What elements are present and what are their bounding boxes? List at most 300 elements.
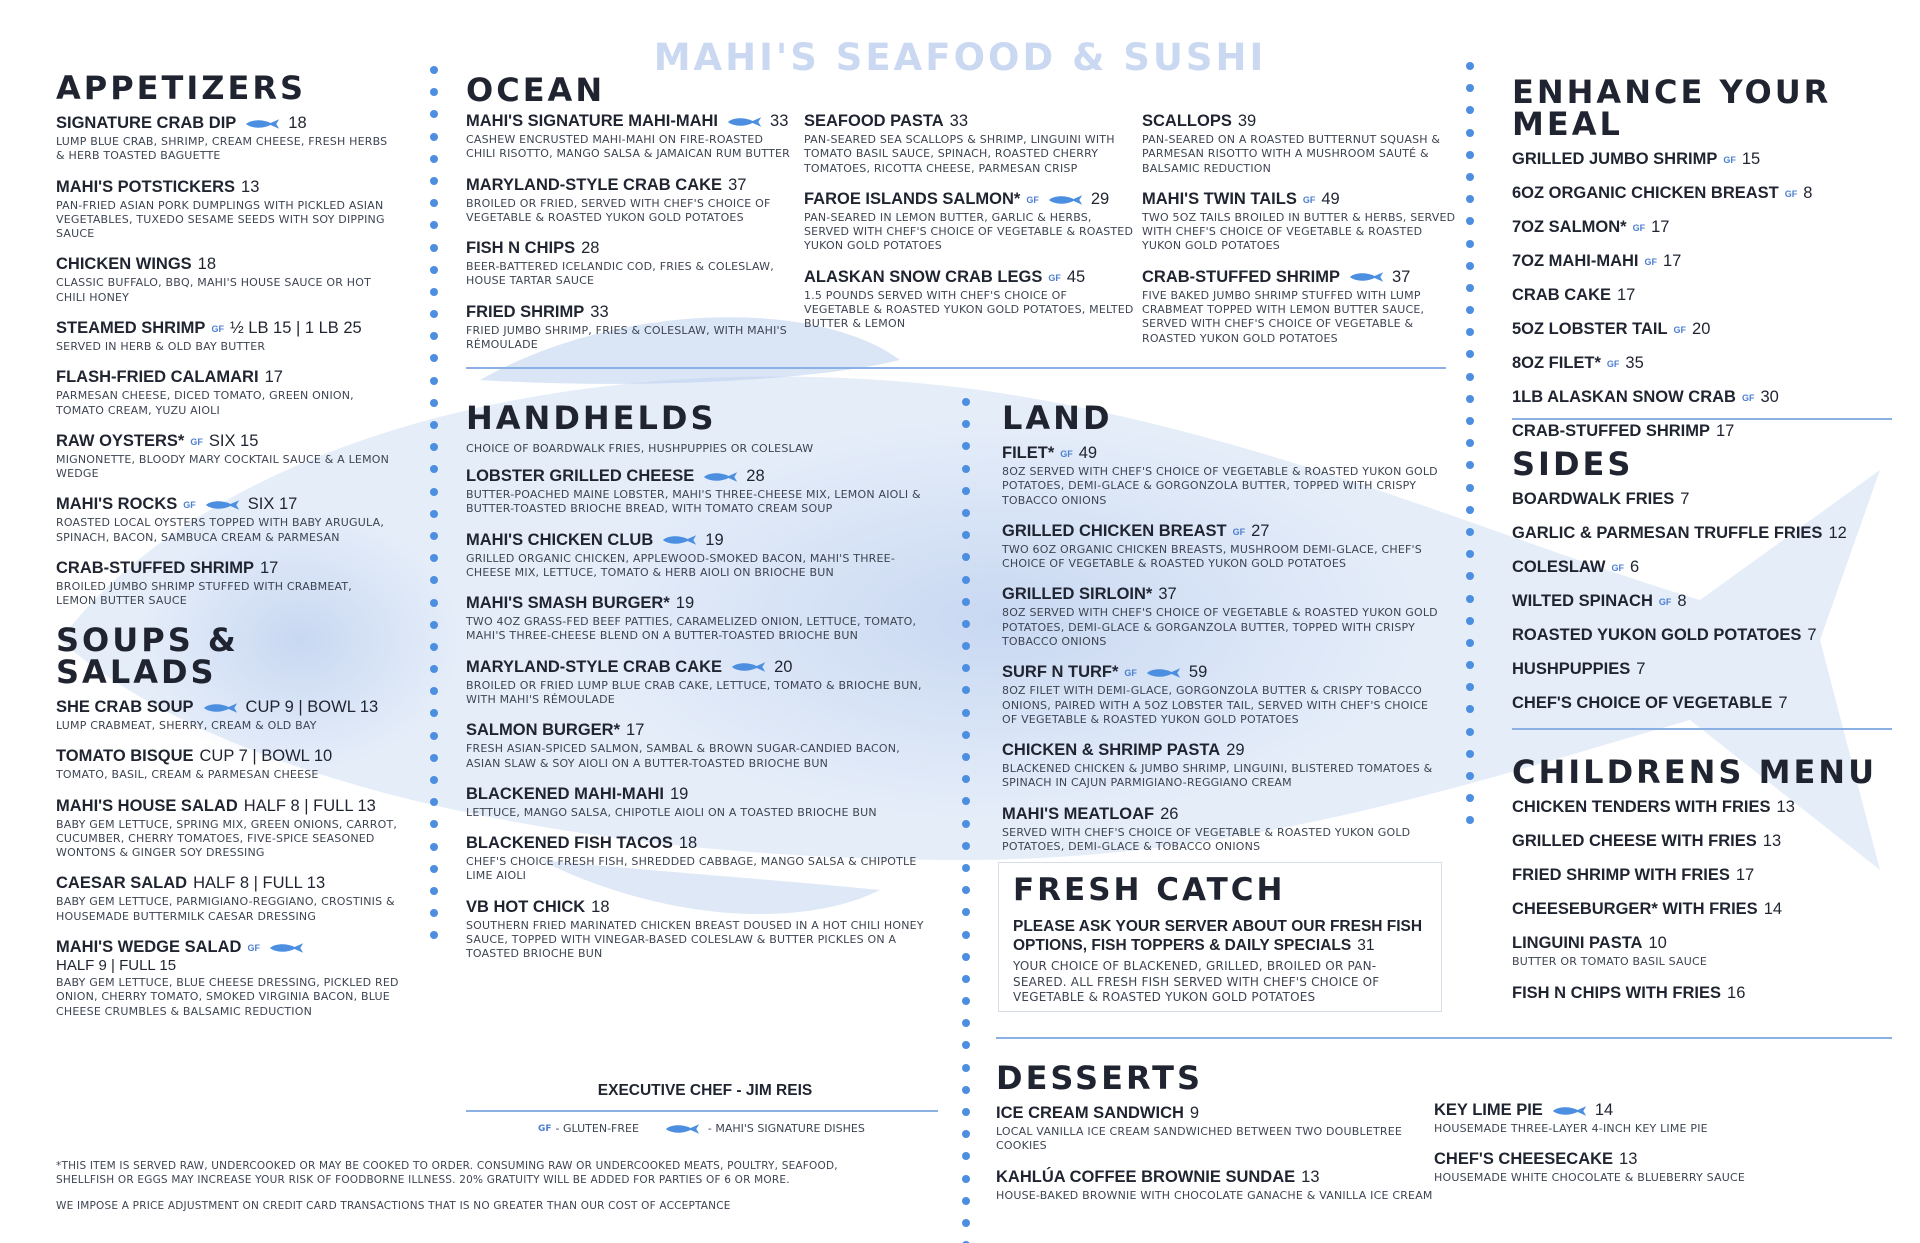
divider-dot xyxy=(430,532,438,540)
menu-item-name: 5OZ LOBSTER TAIL xyxy=(1512,319,1668,338)
gluten-free-badge: GF xyxy=(1723,155,1736,165)
menu-item-title xyxy=(56,938,401,957)
divider-dot xyxy=(1466,750,1474,758)
menu-item-name: MAHI'S ROCKS xyxy=(56,495,178,514)
menu-item xyxy=(1512,832,1892,851)
menu-item xyxy=(1512,388,1892,407)
gluten-free-badge: GF xyxy=(1060,449,1073,459)
fish-icon xyxy=(202,702,240,714)
menu-item xyxy=(1512,218,1892,237)
divider-dot xyxy=(430,377,438,385)
menu-item-description: GRILLED ORGANIC CHICKEN, APPLEWOOD-SMOKED BACON, MAHI'S THREE-CHEESE MIX, LETTUCE, TOMATO & HERB AIOLI ON BRIOCHE BUN xyxy=(466,551,895,579)
menu-item xyxy=(56,255,396,305)
menu-item-price: 17 xyxy=(1651,217,1670,236)
menu-item xyxy=(804,112,1134,176)
menu-item-name: SIGNATURE CRAB DIP xyxy=(56,114,237,132)
divider-dot xyxy=(1466,217,1474,225)
fish-icon xyxy=(1047,194,1085,206)
menu-item xyxy=(466,785,926,820)
divider-dot xyxy=(430,665,438,673)
menu-item xyxy=(1512,694,1892,713)
gluten-free-badge: GF xyxy=(1606,358,1620,369)
menu-item-name: STEAMED SHRIMP xyxy=(56,318,206,337)
menu-item-title xyxy=(466,303,796,322)
divider-dot xyxy=(430,221,438,229)
menu-item-description: LETTUCE, MANGO SALSA, CHIPOTLE AIOLI ON A TOASTED BRIOCHE BUN xyxy=(466,805,877,819)
menu-item-name: ROASTED YUKON GOLD POTATOES xyxy=(1512,625,1802,644)
menu-item-name: SALMON BURGER* xyxy=(466,721,621,740)
menu-item-description: TWO 4OZ GRASS-FED BEEF PATTIES, CARAMELIZED ONION, LETTUCE, TOMATO, MAHI'S THREE-CHEESE BLEND ON A BUTTER-TOASTED BRIOCHE BUN xyxy=(466,615,917,643)
menu-item-title xyxy=(56,319,396,338)
divider-dot xyxy=(1466,350,1474,358)
menu-item-description: BABY GEM LETTUCE, PARMIGIANO-REGGIANO, CROSTINIS & HOUSEMADE BUTTERMILK CAESAR DRESSING xyxy=(56,895,395,923)
menu-item-title xyxy=(1002,805,1442,824)
menu-item-name: SCALLOPS xyxy=(1142,112,1232,130)
divider-dot xyxy=(430,199,438,207)
ocean-column-2 xyxy=(804,112,1134,346)
divider-dot xyxy=(1466,461,1474,469)
fresh-catch-box xyxy=(998,862,1442,1012)
divider-dot xyxy=(962,531,970,539)
menu-item-price: CUP 7 | BOWL 10 xyxy=(199,747,333,766)
divider-dot xyxy=(962,576,970,584)
raw-food-disclaimer: *THIS ITEM IS SERVED RAW, UNDERCOOKED OR MAY BE COOKED TO ORDER. CONSUMING RAW OR UNDERCOOKED MEATS, POULTRY, SEAFOOD, SHELLFISH OR EGGS MAY INCREASE YOUR RISK OF FOODBORNE ILLNESS. 20% GRATUITY WILL BE ADDED FOR PARTIES OF 6 OR MORE. xyxy=(56,1160,838,1186)
fish-icon xyxy=(1145,667,1183,679)
menu-item xyxy=(466,112,796,162)
divider-dots-left xyxy=(430,66,438,954)
ocean-heading: OCEAN xyxy=(466,71,606,109)
menu-item-name: MAHI'S MEATLOAF xyxy=(1002,804,1155,823)
divider-dot xyxy=(962,487,970,495)
gluten-free-badge: GF xyxy=(1632,222,1646,233)
divider-dot xyxy=(1466,395,1474,403)
divider-dot xyxy=(962,664,970,672)
menu-item-description: 8OZ SERVED WITH CHEF'S CHOICE OF VEGETABLE & ROASTED YUKON GOLD POTATOES, DEMI-GLACE & GORGANZOLA BUTTER, TOPPED WITH CRISPY TOBACCO ONIONS xyxy=(1002,606,1438,648)
divider-dot xyxy=(962,465,970,473)
menu-item-price: 19 xyxy=(705,530,724,549)
menu-item-title xyxy=(56,559,396,578)
divider-dot xyxy=(1466,772,1474,780)
divider-dot xyxy=(430,133,438,141)
menu-item-title xyxy=(1512,218,1892,237)
menu-item-name: CRAB CAKE xyxy=(1512,285,1611,304)
divider-dot xyxy=(962,953,970,961)
menu-item-title xyxy=(1512,320,1892,339)
menu-item-name: FRIED SHRIMP xyxy=(466,302,585,321)
menu-item-price: 18 xyxy=(678,834,698,853)
menu-item-name: MAHI'S SMASH BURGER* xyxy=(466,594,670,613)
menu-item-description: LUMP CRABMEAT, SHERRY, CREAM & OLD BAY xyxy=(56,718,317,732)
menu-item-price: 26 xyxy=(1160,804,1179,823)
menu-item-name: LOBSTER GRILLED CHEESE xyxy=(466,467,695,485)
menu-item-title xyxy=(56,698,401,717)
menu-item-title xyxy=(1434,1101,1874,1120)
menu-item-price: 18 xyxy=(591,897,610,916)
menu-item xyxy=(56,319,396,354)
menu-item xyxy=(1512,900,1892,919)
menu-item-price: 18 xyxy=(288,114,307,132)
menu-item-name: GRILLED CHICKEN BREAST xyxy=(1002,521,1227,540)
gf-legend-text: - GLUTEN-FREE xyxy=(555,1122,639,1135)
divider-dot xyxy=(430,931,438,939)
divider-dot xyxy=(430,643,438,651)
menu-item-price: 7 xyxy=(1778,693,1788,712)
divider-dot xyxy=(962,997,970,1005)
divider-dot xyxy=(430,554,438,562)
menu-item xyxy=(1512,592,1892,611)
gluten-free-badge: GF xyxy=(1124,668,1137,679)
divider-dot xyxy=(430,155,438,163)
menu-item xyxy=(996,1168,1436,1203)
menu-item-description: HOUSEMADE THREE-LAYER 4-INCH KEY LIME PIE xyxy=(1434,1121,1708,1135)
menu-item-price: 13 xyxy=(1762,831,1782,850)
fish-icon xyxy=(664,1123,702,1135)
menu-item-price: HALF 8 | FULL 13 xyxy=(193,874,326,893)
menu-item-name: TOMATO BISQUE xyxy=(56,747,194,766)
executive-chef: EXECUTIVE CHEF - JIM REIS xyxy=(597,1082,813,1099)
menu-item-price: 37 xyxy=(728,175,747,194)
menu-item-name: CHEF'S CHEESECAKE xyxy=(1434,1150,1614,1169)
fish-icon xyxy=(1551,1105,1589,1117)
divider-dot xyxy=(962,1108,970,1116)
menu-item-name: KEY LIME PIE xyxy=(1434,1101,1543,1119)
menu-item-name: MAHI'S HOUSE SALAD xyxy=(56,796,238,815)
menu-item xyxy=(1512,184,1892,203)
menu-item-price: 28 xyxy=(746,467,765,485)
menu-item-name: FAROE ISLANDS SALMON* xyxy=(804,189,1021,208)
enhance-heading: ENHANCE YOUR MEAL xyxy=(1512,73,1832,143)
sides-divider xyxy=(1512,728,1892,730)
divider-dot xyxy=(1466,550,1474,558)
menu-item-name: CHICKEN & SHRIMP PASTA xyxy=(1002,741,1221,760)
menu-item-description: BROILED OR FRIED, SERVED WITH CHEF'S CHOICE OF VEGETABLE & ROASTED YUKON GOLD POTATOES xyxy=(466,196,771,224)
gluten-free-badge: GF xyxy=(1673,324,1687,335)
menu-item-description: SOUTHERN FRIED MARINATED CHICKEN BREAST DOUSED IN A HOT CHILI HONEY SAUCE, TOPPED WITH VINEGAR-BASED COLESLAW & BUTTER PICKLES ON A TOASTED BRIOCHE BUN xyxy=(466,918,924,961)
divider-dots-middle xyxy=(962,398,970,1243)
signature-legend-text: - MAHI'S SIGNATURE DISHES xyxy=(707,1122,865,1135)
ocean-section xyxy=(466,71,1466,116)
menu-item xyxy=(1002,805,1442,855)
menu-item xyxy=(466,239,796,289)
menu-item-name: MAHI'S CHICKEN CLUB xyxy=(466,530,654,549)
gluten-free-badge: GF xyxy=(190,436,203,447)
menu-item xyxy=(56,747,401,782)
divider-dot xyxy=(1466,528,1474,536)
menu-item-description: BUTTER OR TOMATO BASIL SAUCE xyxy=(1512,954,1708,968)
menu-item xyxy=(56,938,401,1019)
divider-dot xyxy=(962,864,970,872)
divider-dot xyxy=(962,931,970,939)
menu-item-description: ROASTED LOCAL OYSTERS TOPPED WITH BABY ARUGULA, SPINACH, BACON, SAMBUCA CREAM & PARMESAN xyxy=(56,516,385,544)
menu-item-price: 17 xyxy=(1663,251,1682,270)
menu-item-title xyxy=(466,239,796,258)
menu-item-name: FISH N CHIPS WITH FRIES xyxy=(1512,984,1722,1003)
menu-item-price: 13 xyxy=(1619,1150,1638,1169)
divider-dot xyxy=(430,310,438,318)
divider-dot xyxy=(962,775,970,783)
menu-item-title xyxy=(1512,422,1892,441)
menu-item-description: HOUSE-BAKED BROWNIE WITH CHOCOLATE GANACHE & VANILLA ICE CREAM xyxy=(996,1188,1433,1202)
menu-item-price: 28 xyxy=(581,239,600,258)
menu-item-price: 16 xyxy=(1727,984,1746,1003)
menu-item-title xyxy=(996,1104,1436,1123)
menu-item-price: HALF 8 | FULL 13 xyxy=(243,796,376,815)
ocean-column-1 xyxy=(466,112,796,366)
menu-item-title xyxy=(1512,388,1892,407)
divider-dot xyxy=(430,465,438,473)
divider-dot xyxy=(1466,328,1474,336)
menu-item-title xyxy=(1512,984,1892,1003)
menu-item-title xyxy=(1002,444,1442,463)
divider-dot xyxy=(1466,106,1474,114)
divider-dot xyxy=(1466,439,1474,447)
divider-dot xyxy=(1466,417,1474,425)
menu-item xyxy=(1002,522,1442,572)
menu-item-title xyxy=(466,594,926,613)
fresh-catch-description: YOUR CHOICE OF BLACKENED, GRILLED, BROILED OR PAN-SEARED. ALL FRESH FISH SERVED WITH CHEF'S CHOICE OF VEGETABLE & ROASTED YUKON GOLD POTATOES xyxy=(1013,959,1380,1005)
divider-dot xyxy=(1466,794,1474,802)
menu-item-description: CLASSIC BUFFALO, BBQ, MAHI'S HOUSE SAUCE OR HOT CHILI HONEY xyxy=(56,276,372,304)
menu-item xyxy=(1002,663,1442,727)
menu-item-title xyxy=(1512,660,1892,679)
gluten-free-badge: GF xyxy=(1658,596,1672,607)
menu-item-description: LOCAL VANILLA ICE CREAM SANDWICHED BETWEEN TWO DOUBLETREE COOKIES xyxy=(996,1124,1403,1153)
menu-item-title xyxy=(56,432,396,451)
menu-item xyxy=(56,432,396,482)
menu-item xyxy=(1512,660,1892,679)
handhelds-section xyxy=(466,399,926,976)
soups-heading: SOUPS & SALADS xyxy=(56,621,239,691)
menu-item xyxy=(1512,490,1892,509)
menu-item-name: MARYLAND-STYLE CRAB CAKE xyxy=(466,657,723,676)
fish-icon xyxy=(1348,271,1386,283)
divider-dot xyxy=(1466,617,1474,625)
menu-item-price: 6 xyxy=(1630,557,1640,576)
gluten-free-badge: GF xyxy=(211,323,224,334)
fresh-catch-lead xyxy=(1013,918,1427,955)
divider-dot xyxy=(962,1041,970,1049)
menu-item-name: CAESAR SALAD xyxy=(56,874,188,893)
menu-item xyxy=(1512,524,1892,543)
menu-item-name: CHICKEN TENDERS WITH FRIES xyxy=(1512,798,1771,816)
menu-item-description: TOMATO, BASIL, CREAM & PARMESAN CHEESE xyxy=(56,768,319,782)
divider-dot xyxy=(962,753,970,761)
menu-item xyxy=(56,114,396,164)
menu-item-description: HOUSEMADE WHITE CHOCOLATE & BLUEBERRY SAUCE xyxy=(1434,1171,1746,1185)
fish-icon xyxy=(726,116,764,128)
divider-dot xyxy=(430,510,438,518)
menu-item xyxy=(56,797,401,861)
ocean-divider xyxy=(466,367,1446,369)
menu-item xyxy=(1434,1101,1874,1136)
menu-item-description: SERVED IN HERB & OLD BAY BUTTER xyxy=(56,339,266,353)
menu-item-title xyxy=(1002,741,1442,760)
divider-dot xyxy=(962,686,970,694)
divider-dot xyxy=(962,553,970,561)
menu-item-name: VB HOT CHICK xyxy=(466,897,586,916)
menu-item-description: PAN-FRIED ASIAN PORK DUMPLINGS WITH PICKLED ASIAN VEGETABLES, TUXEDO SESAME SEEDS WITH SOY DIPPING SAUCE xyxy=(56,198,385,241)
menu-item-name: BOARDWALK FRIES xyxy=(1512,490,1675,508)
ocean-column-3 xyxy=(1142,112,1462,360)
divider-dot xyxy=(430,177,438,185)
menu-item xyxy=(56,368,396,418)
divider-dot xyxy=(962,509,970,517)
divider-dot xyxy=(430,599,438,607)
divider-dot xyxy=(962,975,970,983)
divider-dot xyxy=(1466,195,1474,203)
menu-item-price: 39 xyxy=(1237,112,1257,130)
fish-icon xyxy=(730,661,768,673)
menu-item xyxy=(1512,320,1892,339)
divider-dot xyxy=(962,1175,970,1183)
desserts-divider xyxy=(996,1037,1892,1039)
menu-item-title xyxy=(466,531,926,550)
menu-item-name: FRIED SHRIMP WITH FRIES xyxy=(1512,865,1730,884)
menu-item-price: ½ LB 15 | 1 LB 25 xyxy=(229,318,362,337)
menu-item-price: 37 xyxy=(1392,267,1411,286)
divider-dot xyxy=(430,709,438,717)
menu-item-price: 17 xyxy=(260,558,279,577)
menu-item-title xyxy=(56,368,396,387)
menu-item-title xyxy=(1512,694,1892,713)
gluten-free-badge: GF xyxy=(1784,188,1798,199)
menu-item-description: PAN-SEARED IN LEMON BUTTER, GARLIC & HERBS, SERVED WITH CHEF'S CHOICE OF VEGETABLE & ROASTED YUKON GOLD POTATOES xyxy=(804,210,1134,253)
menu-item xyxy=(56,495,396,545)
menu-item-name: FILET* xyxy=(1002,444,1055,462)
menu-item-title xyxy=(1512,798,1892,817)
appetizers-section xyxy=(56,69,396,623)
menu-item-price: 37 xyxy=(1158,585,1177,604)
menu-item xyxy=(466,176,796,226)
menu-item xyxy=(466,658,926,708)
divider-dot xyxy=(1466,683,1474,691)
menu-item-description: 8OZ FILET WITH DEMI-GLACE, GORGONZOLA BUTTER & CRISPY TOBACCO ONIONS, PAIRED WITH A 5OZ LOBSTER TAIL, SERVED WITH CHEF'S CHOICE OF VEGETABLE & ROASTED YUKON GOLD POTATOES xyxy=(1002,684,1429,726)
menu-item-price: 29 xyxy=(1226,741,1245,760)
gluten-free-badge: GF xyxy=(1026,194,1039,205)
menu-item-title xyxy=(1512,524,1892,543)
menu-item-price: 17 xyxy=(1735,865,1755,884)
desserts-section xyxy=(996,1059,1436,1217)
menu-item-name: CRAB-STUFFED SHRIMP xyxy=(1512,421,1710,440)
divider-dot xyxy=(1466,595,1474,603)
menu-item-name: CHEF'S CHOICE OF VEGETABLE xyxy=(1512,693,1773,712)
menu-item-title xyxy=(56,797,401,816)
menu-item-price: 27 xyxy=(1251,521,1270,540)
menu-item-name: 8OZ FILET* xyxy=(1512,353,1601,372)
menu-item-title xyxy=(1002,522,1442,541)
divider-dot xyxy=(1466,661,1474,669)
menu-item-description: PAN-SEARED ON A ROASTED BUTTERNUT SQUASH & PARMESAN RISOTTO WITH A MUSHROOM SAUTÉ & BALSAMIC REDUCTION xyxy=(1142,132,1441,175)
menu-item-name: SHE CRAB SOUP xyxy=(56,698,194,716)
menu-item-title xyxy=(466,785,926,804)
menu-item-name: KAHLÚA COFFEE BROWNIE SUNDAE xyxy=(996,1167,1296,1186)
menu-item-name: MARYLAND-STYLE CRAB CAKE xyxy=(466,175,723,194)
menu-item-price: 33 xyxy=(590,302,609,321)
menu-item-name: FISH N CHIPS xyxy=(466,239,576,258)
menu-item-title xyxy=(1512,490,1892,509)
divider-dot xyxy=(962,908,970,916)
divider-dot xyxy=(962,709,970,717)
fish-icon xyxy=(702,471,740,483)
menu-item-title xyxy=(1142,190,1462,209)
divider-dot xyxy=(430,244,438,252)
menu-item-price: 17 xyxy=(1716,421,1735,440)
menu-item-title xyxy=(56,874,401,893)
menu-item-name: 1LB ALASKAN SNOW CRAB xyxy=(1512,387,1736,406)
divider-dot xyxy=(1466,306,1474,314)
gluten-free-badge: GF xyxy=(183,500,196,511)
menu-item-name: CRAB-STUFFED SHRIMP xyxy=(56,558,254,577)
land-heading: LAND xyxy=(1002,399,1113,437)
handhelds-heading: HANDHELDS xyxy=(466,399,717,437)
menu-item-title xyxy=(1002,585,1442,604)
divider-dot xyxy=(962,1152,970,1160)
menu-item-description: PAN-SEARED SEA SCALLOPS & SHRIMP, LINGUINI WITH TOMATO BASIL SAUCE, SPINACH, ROASTED CHERRY TOMATOES, RICOTTA CHEESE, PARMESAN CRISP xyxy=(804,132,1115,175)
divider-dot xyxy=(1466,84,1474,92)
handhelds-subtitle: CHOICE OF BOARDWALK FRIES, HUSHPUPPIES OR COLESLAW xyxy=(466,442,814,455)
menu-item-price: 14 xyxy=(1594,1101,1614,1119)
divider-dot xyxy=(962,731,970,739)
menu-item-price: 33 xyxy=(770,112,789,130)
menu-item-description: BUTTER-POACHED MAINE LOBSTER, MAHI'S THREE-CHEESE MIX, LEMON AIOLI & BUTTER-TOASTED BRIOCHE BREAD, WITH TOMATO CREAM SOUP xyxy=(466,487,921,516)
divider-dot xyxy=(430,399,438,407)
menu-item-price: 33 xyxy=(949,112,969,130)
menu-item-description: BROILED OR FRIED LUMP BLUE CRAB CAKE, LETTUCE, TOMATO & BRIOCHE BUN, WITH MAHI'S RÉMOULADE xyxy=(466,678,922,706)
menu-item-description: BEER-BATTERED ICELANDIC COD, FRIES & COLESLAW, HOUSE TARTAR SAUCE xyxy=(466,260,774,288)
menu-item xyxy=(1512,422,1892,441)
menu-item xyxy=(1512,150,1892,169)
menu-item-description: BLACKENED CHICKEN & JUMBO SHRIMP, LINGUINI, BLISTERED TOMATOES & SPINACH IN CAJUN PARMIGIANO-REGGIANO CREAM xyxy=(1002,762,1433,790)
divider-dot xyxy=(1466,129,1474,137)
divider-dot xyxy=(430,887,438,895)
menu-item-price: 49 xyxy=(1078,444,1098,462)
divider-dot xyxy=(430,266,438,274)
menu-item-title xyxy=(1512,592,1892,611)
menu-item-title xyxy=(1002,663,1442,682)
menu-item-title xyxy=(1512,252,1892,271)
divider-dot xyxy=(430,443,438,451)
divider-dot xyxy=(962,398,970,406)
menu-item xyxy=(1512,866,1892,885)
menu-item-title xyxy=(804,268,1134,287)
menu-item-name: GARLIC & PARMESAN TRUFFLE FRIES xyxy=(1512,523,1823,542)
menu-item-name: CHICKEN WINGS xyxy=(56,255,192,274)
menu-item-price: SIX 17 xyxy=(247,495,298,514)
divider-dot xyxy=(962,1064,970,1072)
menu-item-title xyxy=(804,112,1134,131)
menu-item-title xyxy=(1512,286,1892,305)
divider-dot xyxy=(1466,705,1474,713)
menu-item xyxy=(1002,444,1442,508)
menu-item-price: 30 xyxy=(1760,387,1779,406)
menu-item xyxy=(56,874,401,924)
menu-item-price: 19 xyxy=(675,594,695,613)
menu-item-name: HUSHPUPPIES xyxy=(1512,659,1631,678)
menu-item-title xyxy=(1434,1150,1874,1169)
menu-item-title xyxy=(56,178,396,197)
gf-legend-badge: GF xyxy=(538,1124,552,1134)
divider-dot xyxy=(430,332,438,340)
menu-item-price: 45 xyxy=(1066,267,1086,286)
divider-dot xyxy=(962,642,970,650)
menu-item-title xyxy=(56,495,396,514)
menu-item-title xyxy=(1512,626,1892,645)
menu-item-description: LUMP BLUE CRAB, SHRIMP, CREAM CHEESE, FRESH HERBS & HERB TOASTED BAGUETTE xyxy=(56,134,388,163)
menu-item xyxy=(466,898,926,962)
menu-item xyxy=(1002,585,1442,649)
menu-item-title xyxy=(1512,558,1892,577)
menu-item-name: BLACKENED FISH TACOS xyxy=(466,834,673,853)
